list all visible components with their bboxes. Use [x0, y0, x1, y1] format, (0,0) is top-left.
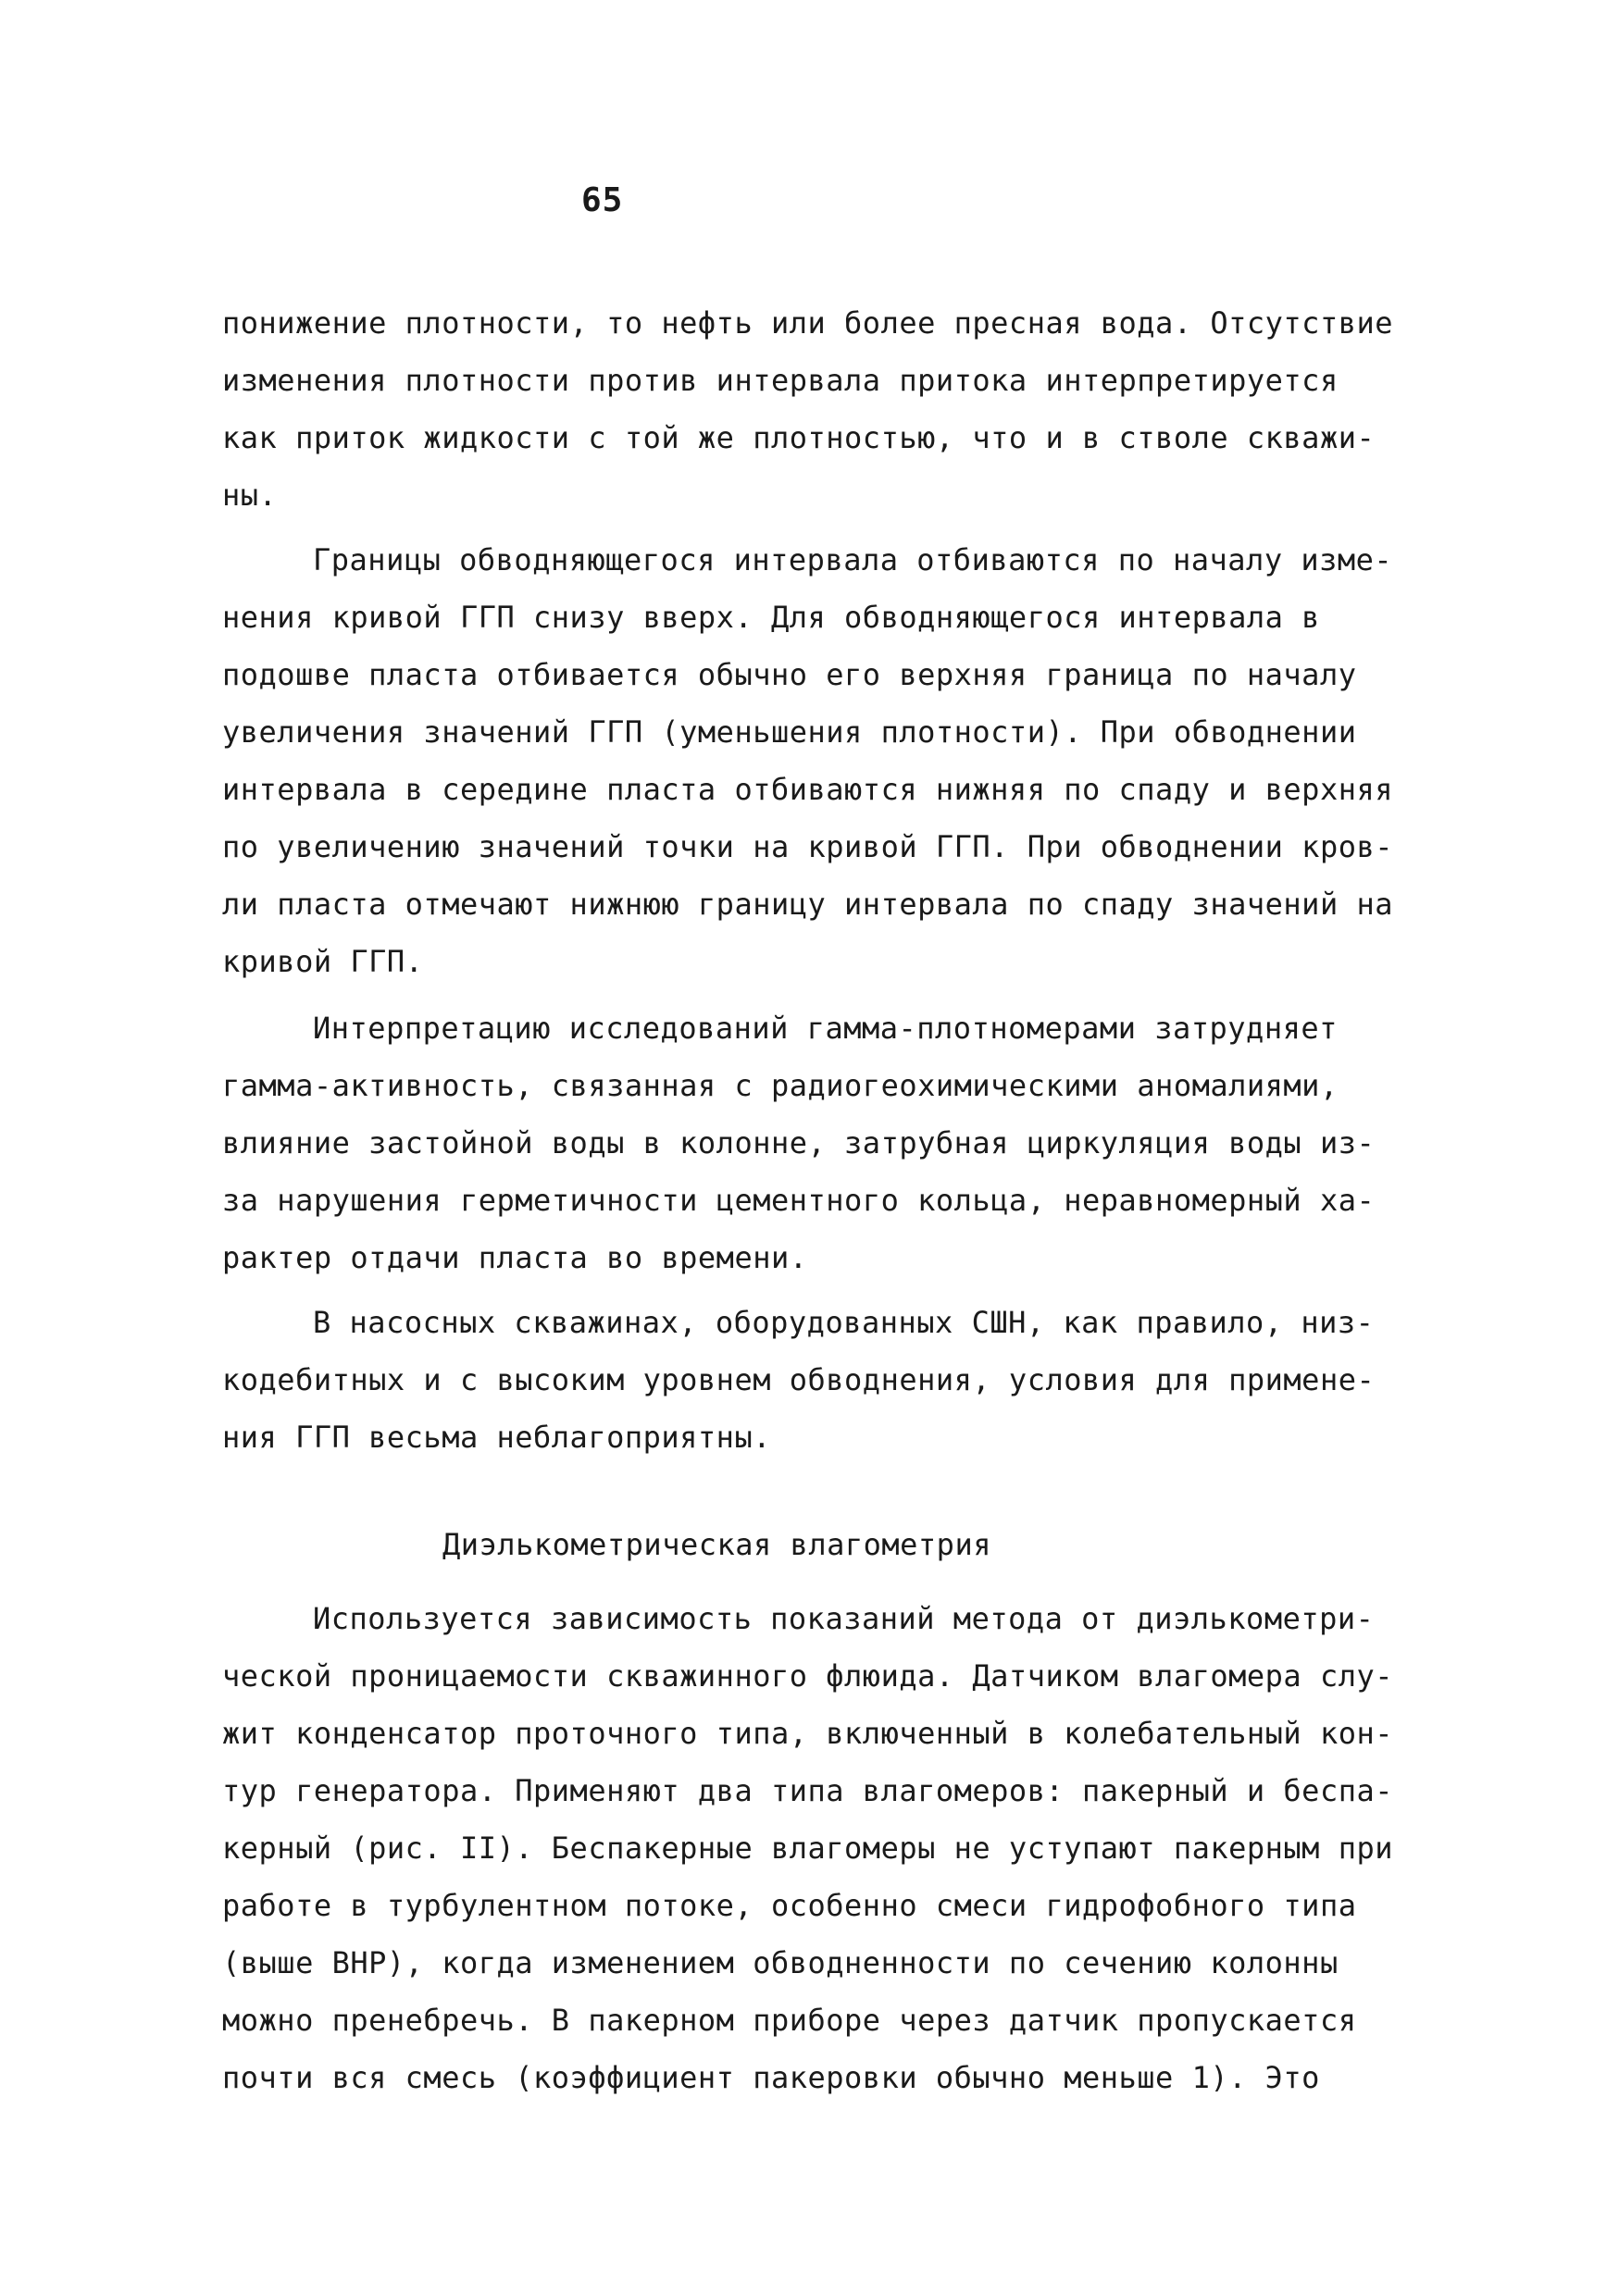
paragraph-4 — [222, 1294, 1398, 1466]
text-line: по увеличению значений точки на кривой ГГП. При обводнении кров- — [222, 829, 1393, 864]
text-line: Интерпретацию исследований гамма-плотномерами затрудняет — [313, 1011, 1338, 1046]
text-line: керный (рис. II). Беспакерные влагомеры не уступают пакерным при — [222, 1831, 1393, 1866]
text-line: гамма-активность, связанная с радиогеохимическими аномалиями, — [222, 1068, 1339, 1103]
text-line: понижение плотности, то нефть или более пресная вода. Отсутствие — [222, 305, 1393, 341]
text-line: В насосных скважинах, оборудованных СШН, как правило, низ- — [313, 1305, 1375, 1340]
text-line: ны. — [222, 478, 278, 513]
text-line: работе в турбулентном потоке, особенно смеси гидрофобного типа — [222, 1888, 1357, 1923]
paragraph-2 — [222, 531, 1398, 990]
text-line: кодебитных и с высоким уровнем обводнения, условия для примене- — [222, 1362, 1376, 1397]
text-line: как приток жидкости с той же плотностью, что и в стволе скважи- — [222, 420, 1376, 455]
page-number: 65 — [581, 181, 624, 219]
text-line: почти вся смесь (коэффициент пакеровки обычно меньше 1). Это — [222, 2060, 1320, 2095]
text-line: кривой ГГП. — [222, 944, 424, 979]
text-line: ли пласта отмечают нижнюю границу интервала по спаду значений на — [222, 887, 1393, 922]
text-line: за нарушения герметичности цементного кольца, неравномерный ха- — [222, 1183, 1376, 1218]
section-heading: Диэлькометрическая влагометрия — [442, 1527, 991, 1562]
section-paragraph — [222, 1590, 1398, 2106]
text-line: Границы обводняющегося интервала отбиваются по началу изме- — [313, 542, 1393, 577]
text-line: тур генератора. Применяют два типа влагомеров: пакерный и беспа- — [222, 1773, 1393, 1808]
text-line: влияние застойной воды в колонне, затрубная циркуляция воды из- — [222, 1125, 1376, 1160]
text-line: Используется зависимость показаний метода от диэлькометри- — [313, 1601, 1375, 1636]
paragraph-1 — [222, 294, 1398, 524]
text-line: изменения плотности против интервала притока интерпретируется — [222, 363, 1339, 398]
text-line: нения кривой ГГП снизу вверх. Для обводняющегося интервала в — [222, 600, 1320, 635]
text-line: ния ГГП весьма неблагоприятны. — [222, 1420, 771, 1455]
text-line: подошве пласта отбивается обычно его верхняя граница по началу — [222, 657, 1357, 692]
text-line: ческой проницаемости скважинного флюида. Датчиком влагомера слу- — [222, 1658, 1393, 1694]
text-line: жит конденсатор проточного типа, включенный в колебательный кон- — [222, 1716, 1393, 1751]
text-line: можно пренебречь. В пакерном приборе через датчик пропускается — [222, 2003, 1357, 2038]
text-line: интервала в середине пласта отбиваются нижняя по спаду и верхняя — [222, 772, 1393, 807]
text-line: рактер отдачи пласта во времени. — [222, 1240, 808, 1275]
paragraph-3 — [222, 999, 1398, 1286]
text-line: (выше ВНР), когда изменением обводненности по сечению колонны — [222, 1945, 1339, 1980]
text-line: увеличения значений ГГП (уменьшения плотности). При обводнении — [222, 714, 1357, 750]
